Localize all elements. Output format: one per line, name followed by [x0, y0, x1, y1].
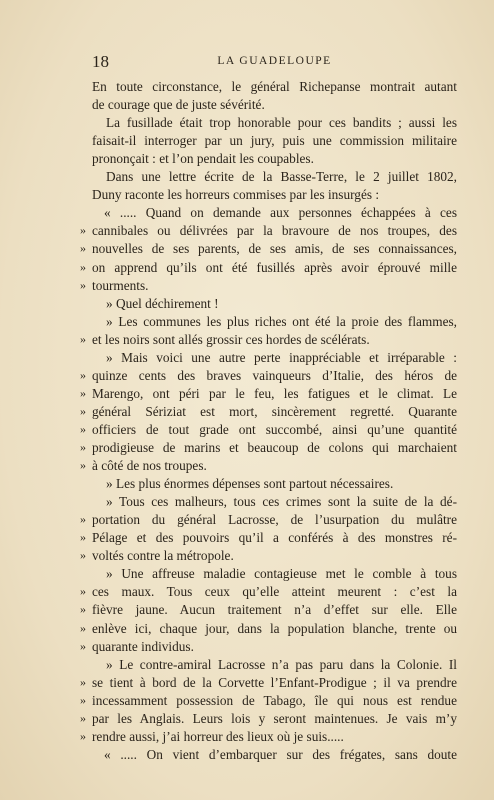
text-line — [92, 150, 457, 168]
text-line — [92, 475, 457, 493]
line-text: » Les communes les plus riches ont été la proie des flammes, — [106, 313, 457, 329]
quote-mark: » — [80, 728, 86, 743]
text-line — [80, 710, 457, 728]
text-line — [80, 692, 457, 710]
text-line — [80, 259, 457, 277]
quote-mark: » — [80, 367, 86, 382]
line-text: nouvelles de ses parents, de ses amis, de ses connaissances, — [92, 241, 457, 257]
line-text: ces maux. Tous ceux qu’elle atteint meurent : c’est la — [92, 584, 457, 600]
text-line — [80, 240, 457, 258]
text-line — [92, 349, 457, 367]
line-text: et les noirs sont allés grossir ces hordes de scélérats. — [92, 331, 370, 347]
quote-mark: » — [80, 403, 86, 418]
text-line — [80, 385, 457, 403]
text-line — [80, 638, 457, 656]
text-line — [80, 601, 457, 619]
text-line — [80, 674, 457, 692]
quote-mark: » — [80, 692, 86, 707]
text-line — [92, 746, 457, 764]
line-text: Dans une lettre écrite de la Basse-Terre, le 2 juillet 1802, — [106, 169, 457, 185]
line-text: « ..... On vient d’embarquer sur des frégates, sans doute — [104, 746, 457, 762]
quote-mark: » — [80, 638, 86, 653]
line-text: Pélage et des pouvoirs qu’il a conférés à des monstres ré- — [92, 530, 457, 546]
text-line — [80, 457, 457, 475]
line-text: Marengo, ont péri par le feu, les fatigues et le climat. Le — [92, 385, 457, 401]
text-line — [80, 331, 457, 349]
text-line — [92, 132, 457, 150]
text-line — [92, 168, 457, 186]
text-line — [80, 403, 457, 421]
line-text: cannibales ou délivrées par la bravoure de nos troupes, des — [92, 223, 457, 239]
quote-mark: » — [80, 440, 86, 454]
line-text: officiers de tout grade ont succombé, ainsi qu’une quantité — [92, 421, 457, 437]
text-line — [80, 222, 457, 240]
text-line — [80, 421, 457, 439]
line-text: prononçait : et l’on pendait les coupables. — [92, 151, 314, 167]
line-text: prodigieuse de marins et beaucoup de colons qui marchaient — [92, 440, 457, 455]
line-text: à côté de nos troupes. — [92, 458, 207, 474]
quote-mark: » — [80, 277, 86, 292]
line-text: Duny raconte les horreurs commises par les insurgés : — [92, 187, 380, 203]
line-text: de courage que de juste sévérité. — [92, 97, 265, 113]
text-line — [92, 186, 457, 204]
line-text: on apprend qu’ils ont été fusillés après avoir éprouvé mille — [92, 259, 457, 275]
line-text: » Le contre-amiral Lacrosse n’a pas paru dans la Colonie. Il — [106, 656, 457, 672]
text-line — [92, 656, 457, 674]
line-text: rendre aussi, j’ai horreur des lieux où je suis..... — [92, 728, 344, 744]
line-text: « ..... Quand on demande aux personnes échappées à ces — [104, 205, 457, 221]
line-text: enlève ici, chaque jour, dans la population blanche, trente ou — [92, 620, 457, 636]
quote-mark: » — [80, 259, 86, 274]
line-text: La fusillade était trop honorable pour ces bandits ; aussi les — [106, 115, 457, 131]
text-line — [92, 295, 457, 313]
text-line — [92, 96, 457, 114]
text-line — [80, 529, 457, 547]
line-text: » Une affreuse maladie contagieuse met le comble à tous — [106, 566, 457, 582]
quote-mark: » — [80, 385, 86, 400]
line-text: tourments. — [92, 277, 149, 293]
quote-mark: » — [80, 530, 86, 545]
text-line — [80, 277, 457, 295]
text-line — [80, 620, 457, 638]
quote-mark: » — [80, 620, 86, 635]
line-text: portation du général Lacrosse, de l’usurpation du mulâtre — [92, 512, 457, 528]
line-text: général Sériziat est mort, sincèrement regretté. Quarante — [92, 403, 457, 419]
quote-mark: » — [80, 241, 86, 256]
line-text: par les Anglais. Leurs lois y seront maintenues. Je vais m’y — [92, 710, 457, 726]
text-line — [92, 565, 457, 583]
page-number: 18 — [92, 52, 109, 71]
text-line — [80, 583, 457, 601]
quote-mark: » — [80, 458, 86, 473]
quote-mark: » — [80, 548, 86, 563]
line-text: » Mais voici une autre perte inappréciable et irréparable : — [106, 349, 457, 365]
line-text: faisait-il interroger par un jury, puis une commission militaire — [92, 133, 457, 149]
running-title: LA GUADELOUPE — [217, 55, 332, 67]
quote-mark: » — [80, 710, 86, 725]
text-line — [92, 313, 457, 331]
line-text: » Les plus énormes dépenses sont partout nécessaires. — [106, 476, 394, 492]
text-line — [80, 439, 457, 457]
line-text: quinze cents des braves vainqueurs d’Italie, des héros de — [92, 367, 457, 383]
text-line — [80, 728, 457, 746]
quote-mark: » — [80, 421, 86, 436]
line-text: quarante individus. — [92, 638, 194, 654]
line-text: » Tous ces malheurs, tous ces crimes sont la suite de la dé- — [106, 494, 457, 510]
text-line — [80, 511, 457, 529]
quote-mark: » — [80, 674, 86, 689]
page-header — [92, 52, 457, 72]
quote-mark: » — [80, 584, 86, 599]
text-line — [80, 547, 457, 565]
text-line — [80, 367, 457, 385]
quote-mark: » — [80, 331, 86, 346]
quote-mark: » — [80, 223, 86, 238]
line-text: » Quel déchirement ! — [106, 295, 219, 311]
quote-mark: » — [80, 512, 86, 527]
text-line — [92, 114, 457, 132]
line-text: voltés contre la métropole. — [92, 548, 234, 564]
line-text: En toute circonstance, le général Richepanse montrait autant — [92, 79, 457, 94]
text-line — [92, 78, 457, 96]
line-text: incessamment possession de Tabago, île qui nous est rendue — [92, 692, 457, 708]
line-text: se tient à bord de la Corvette l’Enfant-Prodigue ; il va prendre — [92, 674, 457, 690]
line-text: fièvre jaune. Aucun traitement n’a d’effet sur elle. Elle — [92, 602, 457, 618]
text-line — [92, 493, 457, 511]
quote-mark: » — [80, 602, 86, 617]
text-line — [92, 204, 457, 222]
